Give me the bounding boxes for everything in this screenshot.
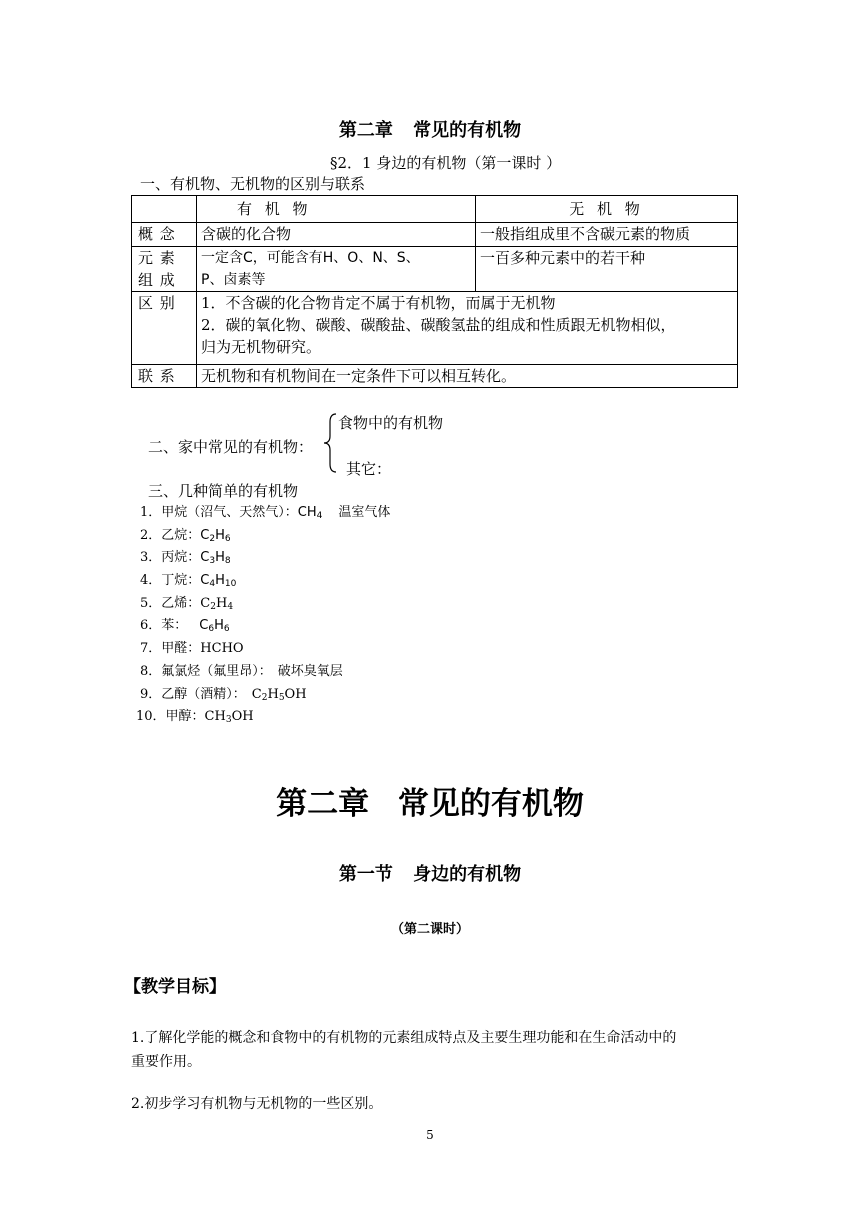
brace-item-food: 食物中的有机物 (338, 414, 444, 432)
period-label: （第二课时） (390, 922, 469, 937)
row-label (132, 247, 197, 292)
chapter-title-large: 第二章 常见的有机物 (276, 786, 584, 822)
list-item: 1．甲烷（沼气、天然气）：$CH_4$ 温室气体 (140, 505, 391, 521)
objective-1 (131, 1026, 676, 1074)
table-row (132, 223, 738, 247)
heading-household-organics: 二、家中常见的有机物： (148, 438, 314, 456)
cell-difference (197, 292, 738, 365)
section-title: 第一节 身边的有机物 (338, 864, 522, 885)
list-item: 4．丁烷：$C_4H_{10}$ (140, 573, 237, 590)
compound-list (136, 502, 391, 729)
cell-relation: 无机物和有机物间在一定条件下可以相互转化。 (197, 365, 738, 388)
page-number: 5 (426, 1128, 434, 1142)
row-label: 区 别 (132, 292, 197, 365)
list-item: 8．氟氯烃（氟里昂）： 破坏臭氧层 (140, 663, 343, 679)
cell-line: 1．不含碳的化合物肯定不属于有机物，而属于无机物 (201, 294, 556, 312)
row-label: 概 念 (132, 223, 197, 247)
cell-organic (197, 247, 476, 292)
cell-line: 2．碳的氧化物、碳酸、碳酸盐、碳酸氢盐的组成和性质跟无机物相似， (201, 316, 676, 334)
list-item: 6．苯： $C_6H_6$ (140, 618, 230, 635)
row-label-line: 元 素 (138, 249, 176, 267)
lesson-title: §2．1 身边的有机物（第一课时 ） (330, 154, 562, 172)
cell-line: 归为无机物研究。 (201, 338, 322, 356)
brace-item-other: 其它： (346, 460, 392, 478)
objective-line: 重要作用。 (131, 1054, 201, 1070)
row-label-line: 组 成 (138, 271, 176, 289)
header-inorganic: 无 机 物 (476, 196, 738, 223)
comparison-table (131, 195, 738, 388)
objective-line: 1.了解化学能的概念和食物中的有机物的元素组成特点及主要生理功能和在生命活动中的 (131, 1030, 677, 1046)
brace-icon (322, 412, 338, 474)
list-item: 9．乙醇（酒精）： $C_2H_5OH$ (140, 686, 307, 703)
header-organic: 有 机 物 (197, 196, 476, 223)
chapter-title: 第二章 常见的有机物 (338, 120, 522, 141)
cell-inorganic: 一般指组成里不含碳元素的物质 (476, 223, 738, 247)
table-row (132, 365, 738, 388)
heading-simple-organics: 三、几种简单的有机物 (148, 482, 299, 500)
list-item: 10．甲醇：$CH_3OH$ (136, 709, 254, 726)
list-item: 5．乙烯：$C_2H_4$ (140, 595, 234, 612)
cell-organic: 含碳的化合物 (197, 223, 476, 247)
objective-2: 2.初步学习有机物与无机物的一些区别。 (131, 1096, 383, 1112)
table-row (132, 247, 738, 292)
cell-inorganic: 一百多种元素中的若干种 (476, 247, 738, 292)
heading-organic-inorganic: 一、有机物、无机物的区别与联系 (140, 175, 366, 193)
list-item: 7．甲醛：HCHO (140, 641, 244, 657)
objectives-heading: 【教学目标】 (124, 977, 226, 997)
table-row (132, 292, 738, 365)
list-item: 2．乙烷：$C_2H_6$ (140, 527, 231, 544)
row-label: 联 系 (132, 365, 197, 388)
list-item: 3．丙烷：$C_3H_8$ (140, 550, 231, 567)
table-corner (132, 196, 197, 223)
cell-line: P、卤素等 (201, 272, 266, 288)
cell-line: 一定含C，可能含有H、O、N、S、 (201, 250, 420, 266)
